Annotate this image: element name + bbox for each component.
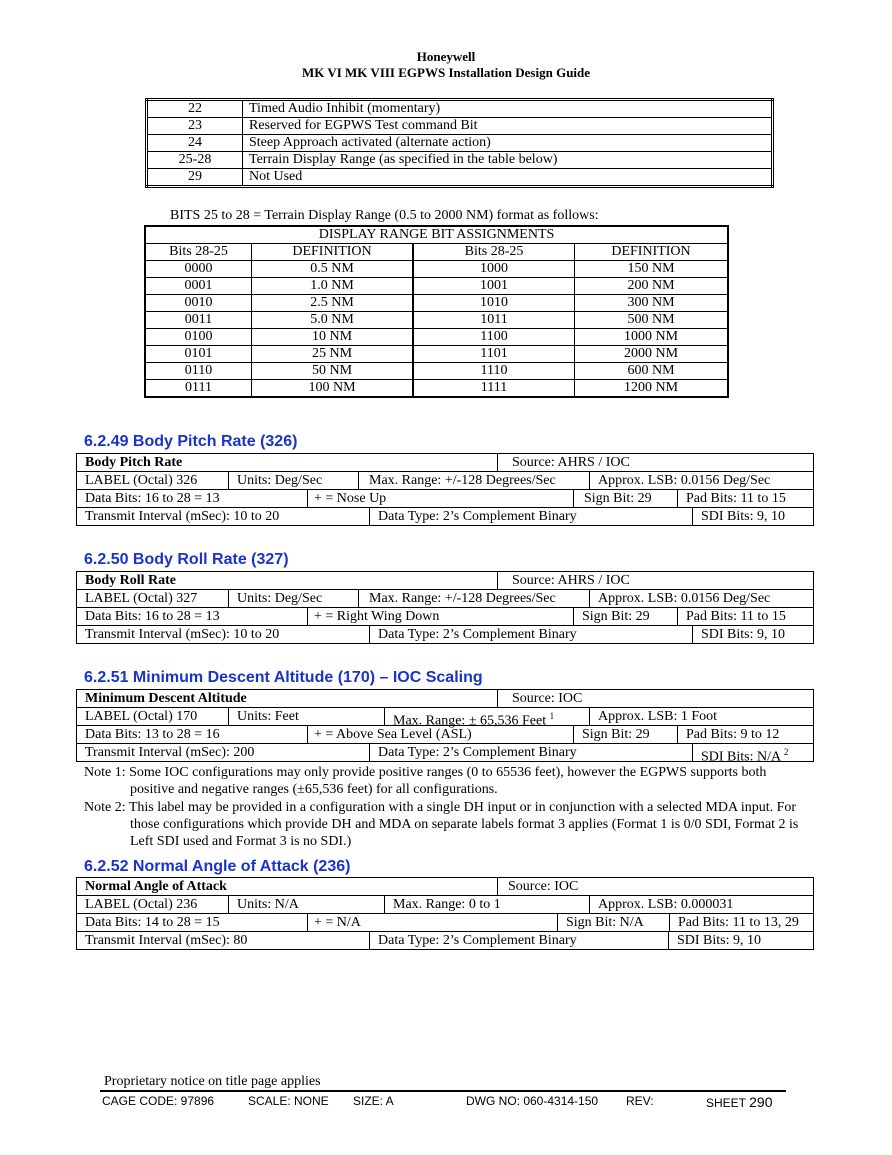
- spec-source: Source: AHRS / IOC: [497, 454, 630, 471]
- bit-description: Steep Approach activated (alternate action): [243, 135, 773, 152]
- table-row: [147, 118, 773, 135]
- spec-max-range: Max. Range: +/-128 Degrees/Sec: [358, 472, 556, 489]
- table-cell: 1000 NM: [575, 329, 729, 346]
- spec-plus: + = Nose Up: [307, 490, 386, 507]
- table-row: [145, 329, 728, 346]
- display-range-table: [144, 225, 729, 398]
- table-row: [145, 312, 728, 329]
- spec-data-bits: Data Bits: 14 to 28 = 15: [85, 915, 220, 930]
- table-cell: 1001: [413, 278, 575, 295]
- spec-units: Units: Deg/Sec: [228, 472, 322, 489]
- table-cell: 1010: [413, 295, 575, 312]
- notes: [84, 764, 804, 850]
- table-row: [147, 169, 773, 187]
- table-cell: 0001: [145, 278, 252, 295]
- spec-sign-bit: Sign Bit: N/A: [557, 914, 644, 931]
- spec-max-range: Max. Range: +/-128 Degrees/Sec: [358, 590, 556, 607]
- spec-lsb: Approx. LSB: 0.0156 Deg/Sec: [589, 590, 770, 607]
- bits-table: [145, 98, 774, 188]
- spec-pad-bits: Pad Bits: 9 to 12: [677, 726, 779, 743]
- scale: SCALE: NONE: [248, 1094, 329, 1108]
- spec-lsb: Approx. LSB: 1 Foot: [589, 708, 717, 725]
- table-row: [145, 295, 728, 312]
- spec-sign-bit: Sign Bit: 29: [573, 490, 652, 507]
- section-title: 6.2.50 Body Roll Rate (327): [84, 551, 289, 568]
- bit-number: 25-28: [147, 152, 243, 169]
- spec-sign-bit: Sign Bit: 29: [573, 608, 650, 625]
- table-cell: 0.5 NM: [252, 261, 414, 278]
- table-cell: 150 NM: [575, 261, 729, 278]
- column-header: Bits 28-25: [413, 244, 575, 261]
- spec-table: [76, 453, 814, 526]
- spec-source: Source: AHRS / IOC: [497, 572, 630, 589]
- section-title: 6.2.51 Minimum Descent Altitude (170) – IOC Scaling: [84, 669, 483, 686]
- spec-data-type: Data Type: 2’s Complement Binary: [369, 932, 577, 949]
- table-cell: 1011: [413, 312, 575, 329]
- spec-pad-bits: Pad Bits: 11 to 13, 29: [669, 914, 799, 931]
- table-row: [147, 100, 773, 118]
- footer-divider: [100, 1090, 786, 1092]
- cage-code: CAGE CODE: 97896: [102, 1094, 215, 1108]
- table-row: [145, 363, 728, 380]
- spec-label: LABEL (Octal) 236: [85, 897, 198, 912]
- revision: REV:: [626, 1094, 654, 1108]
- spec-pad-bits: Pad Bits: 11 to 15: [677, 608, 786, 625]
- table-cell: 1101: [413, 346, 575, 363]
- header-title: MK VI MK VIII EGPWS Installation Design Guide: [301, 65, 591, 80]
- spec-sdi: SDI Bits: 9, 10: [692, 508, 785, 525]
- spec-lsb: Approx. LSB: 0.000031: [589, 896, 733, 913]
- table-cell: 0110: [145, 363, 252, 380]
- spec-data-type: Data Type: 2’s Complement Binary: [369, 508, 577, 525]
- spec-label: LABEL (Octal) 326: [85, 473, 198, 488]
- bit-description: Reserved for EGPWS Test command Bit: [243, 118, 773, 135]
- table-cell: 10 NM: [252, 329, 414, 346]
- header-company: Honeywell: [416, 49, 476, 64]
- spec-source: Source: IOC: [497, 690, 582, 707]
- spec-label: LABEL (Octal) 170: [85, 709, 198, 724]
- table-row: [145, 346, 728, 363]
- spec-source: Source: IOC: [497, 878, 578, 895]
- table-cell: 600 NM: [575, 363, 729, 380]
- sheet: SHEET 290: [706, 1094, 773, 1110]
- bit-description: Not Used: [243, 169, 773, 187]
- spec-sdi: SDI Bits: N/A $^2$: [692, 744, 788, 761]
- bits-range-note: BITS 25 to 28 = Terrain Display Range (0.5 to 2000 NM) format as follows:: [170, 208, 599, 223]
- table-cell: 2000 NM: [575, 346, 729, 363]
- table-cell: 0010: [145, 295, 252, 312]
- table-cell: 50 NM: [252, 363, 414, 380]
- bit-description: Timed Audio Inhibit (momentary): [243, 100, 773, 118]
- bit-number: 29: [147, 169, 243, 187]
- table-row: [145, 278, 728, 295]
- spec-table: [76, 571, 814, 644]
- spec-units: Units: Deg/Sec: [228, 590, 322, 607]
- spec-data-bits: Data Bits: 16 to 28 = 13: [85, 491, 220, 506]
- spec-units: Units: Feet: [228, 708, 299, 725]
- spec-data-type: Data Type: 2’s Complement Binary: [369, 744, 577, 761]
- footnote-marker: 2: [783, 747, 789, 757]
- spec-sign-bit: Sign Bit: 29: [573, 726, 650, 743]
- spec-table: [76, 877, 814, 950]
- table-row: [147, 152, 773, 169]
- spec-data-type: Data Type: 2’s Complement Binary: [369, 626, 577, 643]
- table-cell: 200 NM: [575, 278, 729, 295]
- table-cell: 1100: [413, 329, 575, 346]
- section-title: 6.2.49 Body Pitch Rate (326): [84, 433, 298, 450]
- size: SIZE: A: [353, 1094, 394, 1108]
- spec-transmit: Transmit Interval (mSec): 80: [85, 933, 248, 948]
- spec-sdi: SDI Bits: 9, 10: [668, 932, 761, 949]
- spec-pad-bits: Pad Bits: 11 to 15: [677, 490, 786, 507]
- spec-plus: + = Above Sea Level (ASL): [307, 726, 472, 743]
- bit-number: 24: [147, 135, 243, 152]
- bit-description: Terrain Display Range (as specified in the table below): [243, 152, 773, 169]
- footnote-marker: 1: [549, 711, 555, 721]
- table-cell: 0011: [145, 312, 252, 329]
- table-cell: 0100: [145, 329, 252, 346]
- spec-name: Body Pitch Rate: [85, 455, 183, 470]
- sheet-number: 290: [749, 1094, 773, 1110]
- spec-data-bits: Data Bits: 16 to 28 = 13: [85, 609, 220, 624]
- spec-data-bits: Data Bits: 13 to 28 = 16: [85, 727, 220, 742]
- spec-table: [76, 689, 814, 765]
- table-cell: 0101: [145, 346, 252, 363]
- spec-max-range: Max. Range: ± 65,536 Feet $^1$: [384, 708, 554, 725]
- spec-plus: + = N/A: [307, 914, 361, 931]
- range-table-title: DISPLAY RANGE BIT ASSIGNMENTS: [145, 226, 728, 244]
- table-cell: 0111: [145, 380, 252, 398]
- table-cell: 1000: [413, 261, 575, 278]
- spec-plus: + = Right Wing Down: [307, 608, 439, 625]
- spec-max-range: Max. Range: 0 to 1: [384, 896, 501, 913]
- spec-name: Minimum Descent Altitude: [85, 691, 247, 706]
- bit-number: 22: [147, 100, 243, 118]
- spec-name: Normal Angle of Attack: [85, 879, 227, 894]
- table-cell: 1111: [413, 380, 575, 398]
- spec-transmit: Transmit Interval (mSec): 10 to 20: [85, 509, 280, 524]
- proprietary-notice: Proprietary notice on title page applies: [104, 1074, 321, 1089]
- column-header: Bits 28-25: [145, 244, 252, 261]
- table-row: [145, 261, 728, 278]
- column-header: DEFINITION: [575, 244, 729, 261]
- spec-sdi: SDI Bits: 9, 10: [692, 626, 785, 643]
- table-cell: 1.0 NM: [252, 278, 414, 295]
- spec-lsb: Approx. LSB: 0.0156 Deg/Sec: [589, 472, 770, 489]
- spec-transmit: Transmit Interval (mSec): 200: [85, 745, 255, 760]
- table-cell: 2.5 NM: [252, 295, 414, 312]
- drawing-number: DWG NO: 060-4314-150: [466, 1094, 599, 1108]
- spec-name: Body Roll Rate: [85, 573, 176, 588]
- note-2: Note 2: This label may be provided in a configuration with a single DH input or in conjunction with a selected MDA input. For those configurations which provide DH and MDA on separate labels format 3 applies (Format 1 is 0/0 SDI, Format 2 is Left SDI used and Format 3 is no SDI.): [84, 800, 799, 849]
- column-header: DEFINITION: [252, 244, 414, 261]
- table-cell: 1200 NM: [575, 380, 729, 398]
- bit-number: 23: [147, 118, 243, 135]
- table-cell: 100 NM: [252, 380, 414, 398]
- spec-label: LABEL (Octal) 327: [85, 591, 198, 606]
- spec-transmit: Transmit Interval (mSec): 10 to 20: [85, 627, 280, 642]
- note-1: Note 1: Some IOC configurations may only provide positive ranges (0 to 65536 feet), however the EGPWS supports both positive and negative ranges (±65,536 feet) for all configurations.: [84, 765, 767, 797]
- table-cell: 5.0 NM: [252, 312, 414, 329]
- table-row: [147, 135, 773, 152]
- spec-units: Units: N/A: [228, 896, 299, 913]
- table-cell: 300 NM: [575, 295, 729, 312]
- table-cell: 25 NM: [252, 346, 414, 363]
- section-title: 6.2.52 Normal Angle of Attack (236): [84, 858, 351, 875]
- table-row: [145, 380, 728, 398]
- table-cell: 0000: [145, 261, 252, 278]
- table-cell: 500 NM: [575, 312, 729, 329]
- table-cell: 1110: [413, 363, 575, 380]
